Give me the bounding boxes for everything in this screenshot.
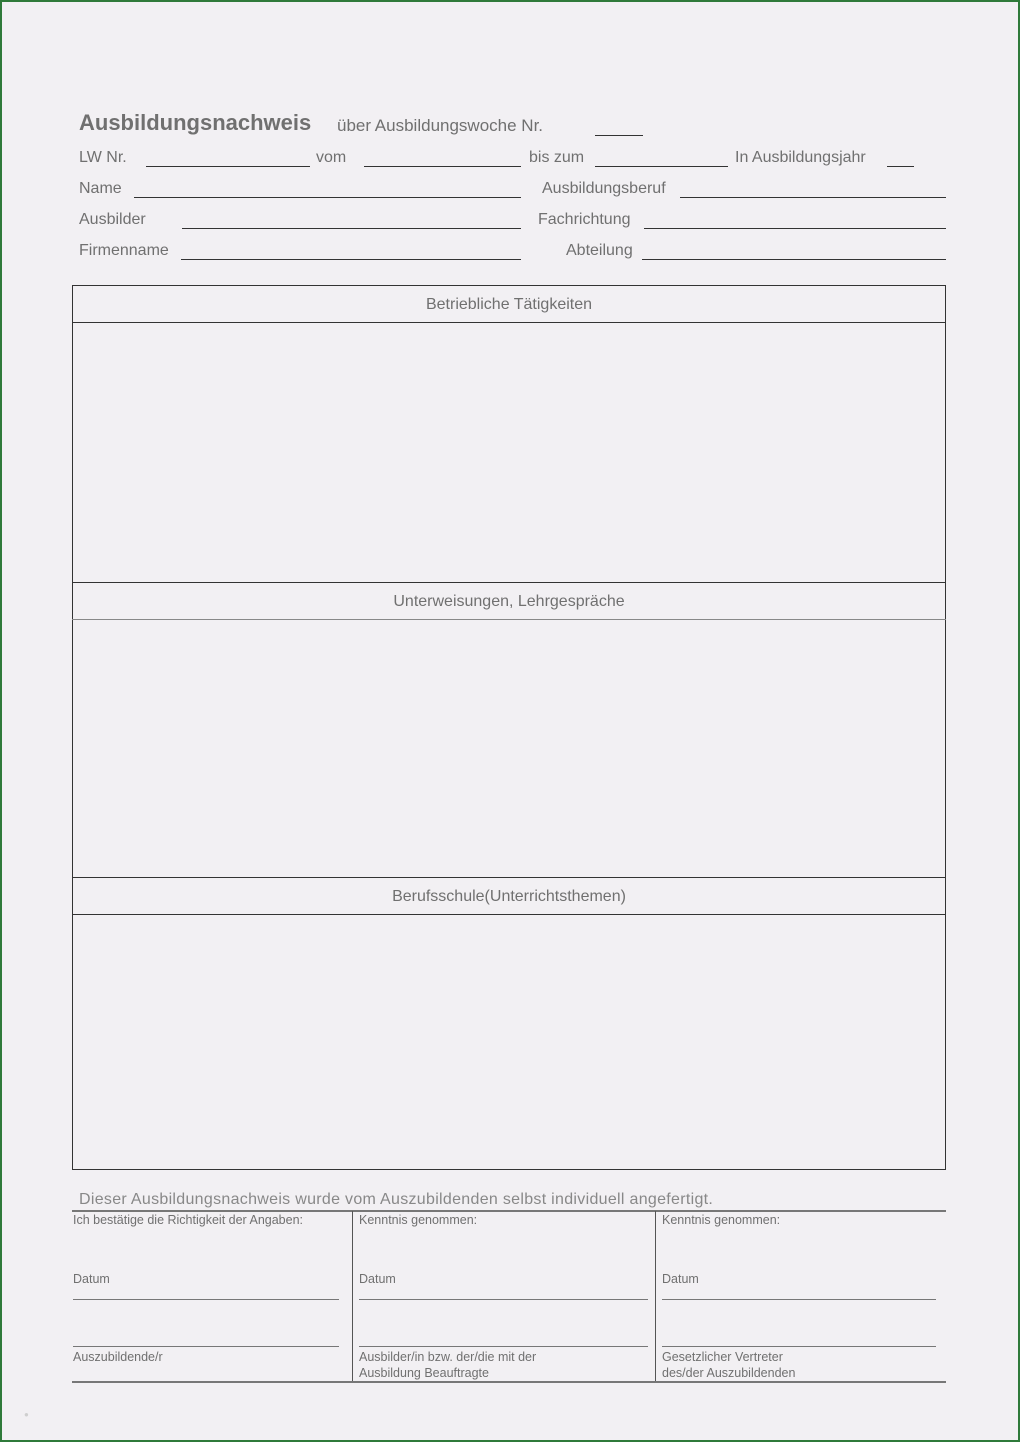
fachrichtung-label: Fachrichtung xyxy=(538,211,631,228)
name-label: Name xyxy=(79,180,122,197)
betrieblich-input-area[interactable] xyxy=(74,324,944,581)
fachrichtung-field[interactable] xyxy=(644,228,946,229)
signature-column-divider xyxy=(352,1211,353,1381)
section-divider xyxy=(72,619,946,620)
sig1-heading: Ich bestätige die Richtigkeit der Angaben: xyxy=(73,1213,304,1227)
sig1-datum-line[interactable] xyxy=(73,1299,339,1300)
form-subtitle: über Ausbildungswoche Nr. xyxy=(337,116,544,135)
sig3-role-line1: Gesetzlicher Vertreter xyxy=(662,1350,783,1364)
watermark-icon: ● xyxy=(24,1410,29,1419)
sig3-signature-line[interactable] xyxy=(662,1346,936,1347)
vom-field[interactable] xyxy=(364,166,521,167)
lw-nr-field[interactable] xyxy=(146,166,310,167)
sig2-heading: Kenntnis genommen: xyxy=(359,1213,478,1227)
firmenname-field[interactable] xyxy=(181,259,521,260)
sig2-role-line1: Ausbilder/in bzw. der/die mit der xyxy=(359,1350,537,1364)
section-divider xyxy=(72,582,946,583)
ausbilder-label: Ausbilder xyxy=(79,211,146,228)
ausbildungsjahr-field[interactable] xyxy=(887,166,914,167)
signature-column-divider xyxy=(655,1211,656,1381)
name-field[interactable] xyxy=(134,197,521,198)
signature-top-rule xyxy=(72,1210,946,1212)
sig3-datum-line[interactable] xyxy=(662,1299,936,1300)
self-made-note: Dieser Ausbildungsnachweis wurde vom Auszubildenden selbst individuell angefertigt. xyxy=(79,1191,714,1208)
signature-bottom-rule xyxy=(72,1381,946,1383)
ausbildungsberuf-label: Ausbildungsberuf xyxy=(542,180,666,197)
lw-nr-label: LW Nr. xyxy=(79,149,127,166)
section-divider xyxy=(72,877,946,878)
ausbildungsberuf-field[interactable] xyxy=(680,197,946,198)
section-heading-unterweisungen: Unterweisungen, Lehrgespräche xyxy=(393,593,625,610)
sig2-datum-label: Datum xyxy=(359,1272,396,1286)
abteilung-field[interactable] xyxy=(642,259,946,260)
unterweisungen-input-area[interactable] xyxy=(74,621,944,876)
section-divider xyxy=(72,322,946,323)
sig3-role-line2: des/der Auszubildenden xyxy=(662,1366,796,1380)
form-title: Ausbildungsnachweis xyxy=(79,110,312,135)
bis-zum-field[interactable] xyxy=(595,166,728,167)
sig1-signature-line[interactable] xyxy=(73,1346,339,1347)
firmenname-label: Firmenname xyxy=(79,242,169,259)
abteilung-label: Abteilung xyxy=(566,242,633,259)
sig2-signature-line[interactable] xyxy=(359,1346,648,1347)
section-heading-betrieblich: Betriebliche Tätigkeiten xyxy=(425,296,593,313)
vom-label: vom xyxy=(316,149,347,166)
sig2-role-line2: Ausbildung Beauftragte xyxy=(359,1366,489,1380)
section-heading-berufsschule: Berufsschule(Unterrichtsthemen) xyxy=(392,888,626,905)
sig3-datum-label: Datum xyxy=(662,1272,699,1286)
ausbildungsjahr-label: In Ausbildungsjahr xyxy=(735,149,866,166)
sig1-datum-label: Datum xyxy=(73,1272,110,1286)
week-number-field[interactable] xyxy=(595,135,643,136)
ausbilder-field[interactable] xyxy=(182,228,521,229)
section-divider xyxy=(72,914,946,915)
bis-zum-label: bis zum xyxy=(529,149,585,166)
sig3-heading: Kenntnis genommen: xyxy=(662,1213,781,1227)
sig1-role: Auszubildende/r xyxy=(73,1350,163,1364)
sig2-datum-line[interactable] xyxy=(359,1299,648,1300)
berufsschule-input-area[interactable] xyxy=(74,916,944,1168)
